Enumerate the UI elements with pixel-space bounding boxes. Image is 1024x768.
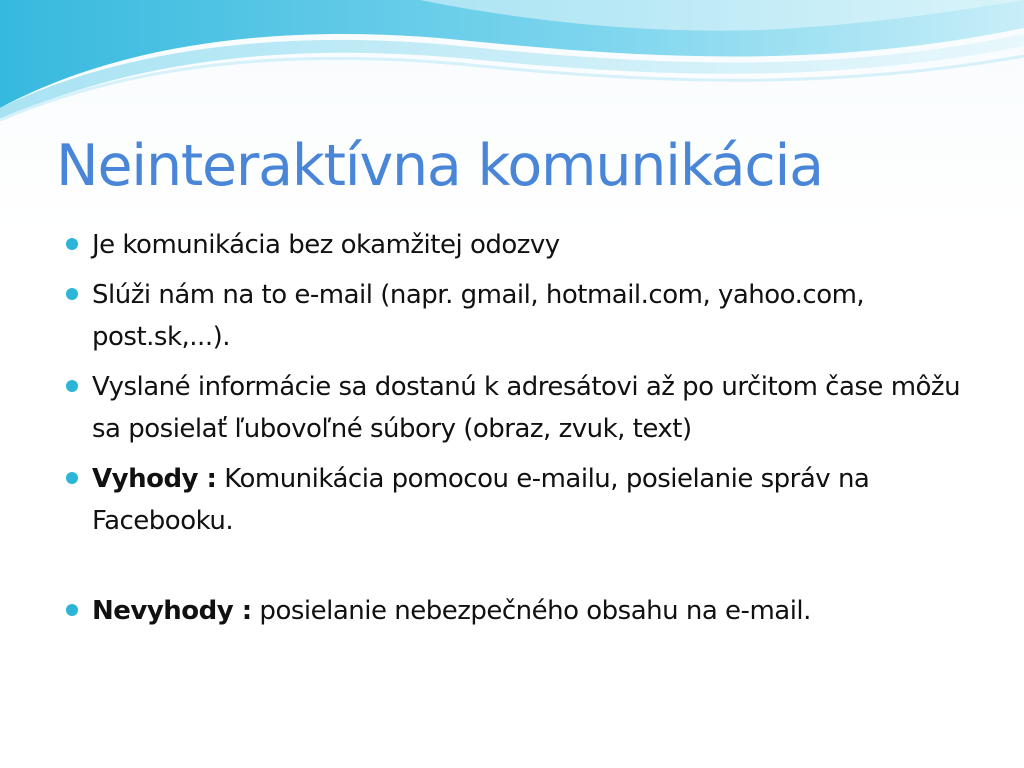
bullet-dot-icon (66, 604, 78, 616)
bullet-text: Komunikácia pomocou e-mailu, posielanie správ na Facebooku. (92, 464, 870, 536)
bullet-item-advantages (92, 458, 992, 542)
bullet-dot-icon (66, 288, 78, 300)
bullet-item (92, 224, 992, 266)
bullet-dot-icon (66, 380, 78, 392)
bullet-item-disadvantages (92, 590, 992, 632)
bullet-item (92, 274, 992, 358)
bullet-text: Je komunikácia bez okamžitej odozvy (92, 230, 560, 260)
bullet-text: posielanie nebezpečného obsahu na e-mail. (251, 596, 811, 626)
slide-title: Neinteraktívna komunikácia (56, 133, 823, 199)
bullet-item (92, 366, 992, 450)
bullet-list (92, 224, 992, 640)
bullet-text: Slúži nám na to e-mail (napr. gmail, hotmail.com, yahoo.com, post.sk,...). (92, 280, 865, 352)
bullet-lead: Vyhody : (92, 464, 217, 494)
header-wave-decoration (0, 0, 1024, 130)
bullet-text: Vyslané informácie sa dostanú k adresátovi až po určitom čase môžu sa posielať ľubovoľné súbory (obraz, zvuk, text) (92, 372, 961, 444)
bullet-dot-icon (66, 472, 78, 484)
bullet-dot-icon (66, 238, 78, 250)
bullet-lead: Nevyhody : (92, 596, 252, 626)
